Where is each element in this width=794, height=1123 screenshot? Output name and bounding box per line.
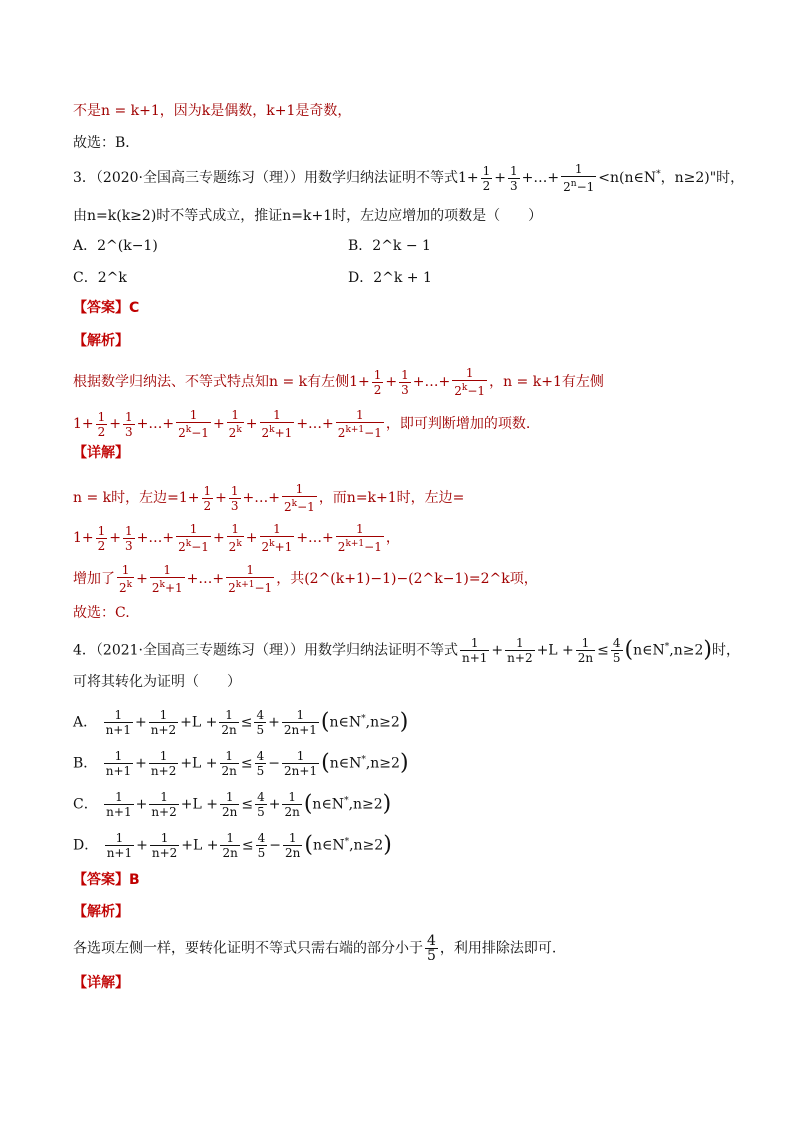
q3-detail1b: ，而n=k+1时，左边= — [318, 490, 465, 506]
q4-detail-tag — [73, 973, 129, 993]
q3-detail-line1: n = k时，左边=1+ $\frac{1}{2}$ + $\frac{1}{3}$ +…+ $\frac{1}{2^k-1}$ ，而n=k+1时，左边= — [73, 482, 465, 514]
q4-analysis-tag — [73, 902, 129, 922]
q3-analysis-line2: 1+ $\frac{1}{2}$ + $\frac{1}{3}$ +…+ $\frac{1}{2^k-1}$ + $\frac{1}{2^k}$ + $\frac{1}{2^k+1}$ +…+ $\frac{1}{2^{k+1}-1}$ ，即可判断增加的项数. — [73, 408, 531, 440]
q3-analysis-text1: 根据数学归纳法、不等式特点知n = k有左侧 — [73, 374, 350, 390]
q3-detail1a: n = k时，左边= — [73, 490, 179, 506]
q3-option-a — [73, 236, 158, 256]
q4-analysis-text1: 各选项左侧一样，要转化证明不等式只需右端的部分小于 — [73, 940, 423, 957]
q4-option-a: A． $\frac{1}{n+1}$ + $\frac{1}{n+2}$ +L + $\frac{1}{2n}$ ≤ $\frac{4}{5}$ + $\frac{1}{2n+1}$ (n∈N*,n≥2) — [73, 708, 409, 737]
q3-analysis-line1: 根据数学归纳法、不等式特点知n = k有左侧1+ $\frac{1}{2}$ + $\frac{1}{3}$ +…+ $\frac{1}{2^k-1}$ ，n = k+1有左侧 — [73, 366, 604, 398]
q4-detail-tag-text: 【详解】 — [73, 975, 129, 991]
q3-analysis-text2: ，n = k+1有左侧 — [489, 374, 604, 390]
q3-analysis-tag-text: 【解析】 — [73, 333, 129, 349]
line1-text: 不是n = k+1，因为k是偶数，k+1是奇数， — [73, 103, 352, 119]
q4-analysis-line: 各选项左侧一样，要转化证明不等式只需右端的部分小于 $\frac{4}{5}$ ，利用排除法即可. — [73, 933, 557, 964]
q3-option-c — [73, 268, 127, 288]
q3-added-prefix: 增加了 — [73, 571, 115, 587]
question-3-line2 — [73, 206, 542, 226]
q3-option-d — [348, 268, 432, 288]
previous-answer-text: 故选：B． — [73, 135, 140, 151]
question-3-stem: 3．（2020·全国高三专题练习（理））用数学归纳法证明不等式1+ $\frac{1}{2}$ + $\frac{1}{3}$ +…+ $\frac{1}{2^n-1}$ <n(n∈N*，n≥2)"时， — [73, 162, 745, 194]
q4-option-d: D． $\frac{1}{n+1}$ + $\frac{1}{n+2}$ +L + $\frac{1}{2n}$ ≤ $\frac{4}{5}$ − $\frac{1}{2n}$ (n∈N*,n≥2) — [73, 831, 392, 860]
q3-choose-text: 故选：C. — [73, 605, 130, 621]
q3-option-a-text: A．2^(k−1) — [73, 238, 158, 254]
q3-option-d-text: D．2^k + 1 — [348, 270, 432, 286]
question-4-stem: 4．（2021·全国高三专题练习（理））用数学归纳法证明不等式 $\frac{1}{n+1}$ + $\frac{1}{n+2}$ +L + $\frac{1}{2n}$ ≤ $\frac{4}{5}$ (n∈N*,n≥2)时， — [73, 636, 740, 665]
q3-choose — [73, 603, 130, 623]
q3-answer-tag — [73, 298, 139, 318]
q3-option-b — [348, 236, 431, 256]
q3-added-count: ，共(2^(k+1)−1)−(2^k−1)=2^k项， — [276, 571, 538, 587]
q3-detail-tag — [73, 443, 129, 463]
q4-answer-text: 【答案】B — [73, 872, 140, 888]
q3-detail-line2: 1+ $\frac{1}{2}$ + $\frac{1}{3}$ +…+ $\frac{1}{2^k-1}$ + $\frac{1}{2^k}$ + $\frac{1}{2^k+1}$ +…+ $\frac{1}{2^{k+1}-1}$ ， — [73, 522, 400, 554]
q3-answer-text: 【答案】C — [73, 300, 140, 316]
q4-option-c: C． $\frac{1}{n+1}$ + $\frac{1}{n+2}$ +L + $\frac{1}{2n}$ ≤ $\frac{4}{5}$ + $\frac{1}{2n}$ (n∈N*,n≥2) — [73, 790, 392, 819]
q3-detail-tag-text: 【详解】 — [73, 445, 129, 461]
q4-line2-text: 可将其转化为证明（ ） — [73, 674, 241, 690]
q3-option-c-text: C．2^k — [73, 270, 127, 286]
q3-suffix: 时， — [716, 170, 745, 186]
previous-answer — [73, 133, 139, 153]
q3-prefix: 3．（2020·全国高三专题练习（理））用数学归纳法证明不等式 — [73, 170, 458, 186]
q3-option-b-text: B．2^k − 1 — [348, 238, 431, 254]
q3-analysis-text3: ，即可判断增加的项数. — [385, 416, 531, 432]
q4-analysis-tag-text: 【解析】 — [73, 904, 129, 920]
q4-prefix: 4．（2021·全国高三专题练习（理））用数学归纳法证明不等式 — [73, 642, 458, 659]
q3-line2-text: 由n=k(k≥2)时不等式成立，推证n=k+1时，左边应增加的项数是（ ） — [73, 208, 543, 224]
q4-answer-tag — [73, 870, 140, 890]
q4-analysis-text2: ，利用排除法即可. — [439, 940, 557, 957]
q4-option-b: B． $\frac{1}{n+1}$ + $\frac{1}{n+2}$ +L + $\frac{1}{2n}$ ≤ $\frac{4}{5}$ − $\frac{1}{2n+1}$ (n∈N*,n≥2) — [73, 749, 409, 778]
q3-detail-line3: 增加了 $\frac{1}{2^k}$ + $\frac{1}{2^k+1}$ +…+ $\frac{1}{2^{k+1}-1}$ ，共(2^(k+1)−1)−(2^k−1)=2^k项， — [73, 563, 538, 595]
q4-suffix: 时， — [711, 642, 740, 659]
q3-analysis-tag — [73, 331, 129, 351]
question-4-line2 — [73, 672, 241, 692]
previous-solution-line — [73, 101, 351, 121]
